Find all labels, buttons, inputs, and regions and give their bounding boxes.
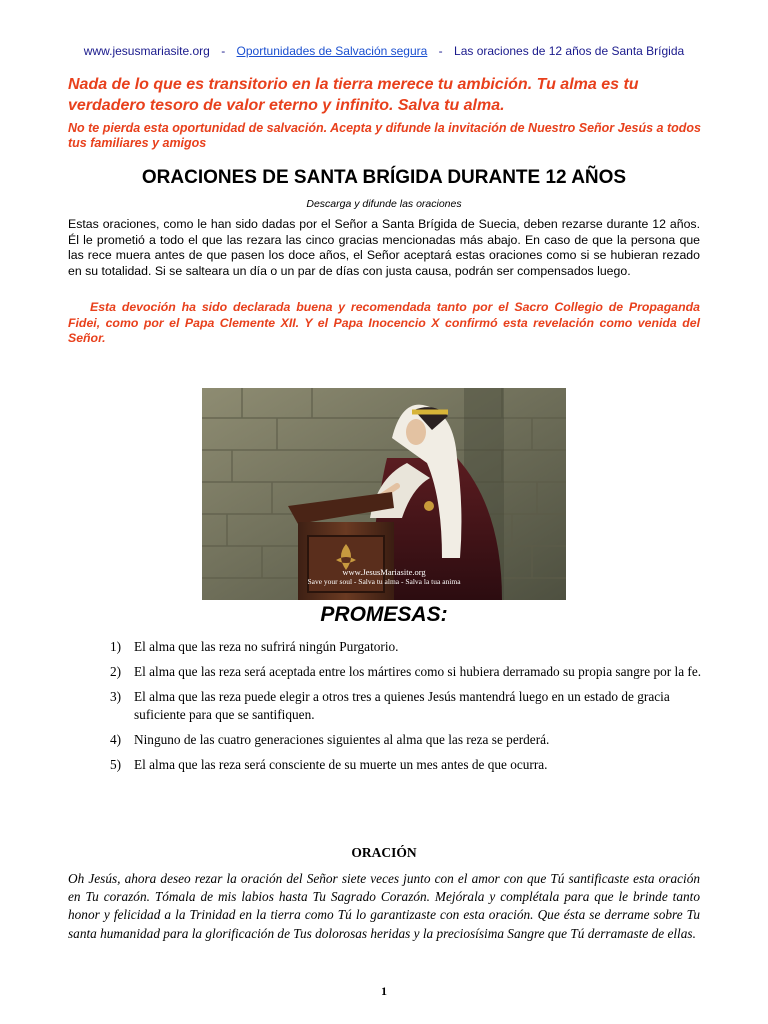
list-item (110, 638, 702, 656)
list-item-number: 4) (110, 732, 122, 747)
page-header (0, 44, 768, 58)
list-item-number: 1) (110, 639, 122, 654)
list-item (110, 688, 702, 724)
header-page-title: Las oraciones de 12 años de Santa Brígida (454, 44, 685, 58)
promesas-list (110, 638, 702, 781)
list-item (110, 663, 702, 681)
watermark-caption: Save your soul - Salva tu alma - Salva la tua anima (307, 577, 461, 586)
salvation-link[interactable]: Oportunidades de Salvación segura (236, 44, 428, 58)
watermark-site: www.JesusMariasite.org (342, 567, 426, 577)
intro-paragraph: Estas oraciones, como le han sido dadas por el Señor a Santa Brígida de Suecia, deben rezarse durante 12 años. Él le prometió a todo el que las rezara las cinco gracias mencionadas más abajo. En caso de que la persona que las rece muera antes de que pasen los doce años, el Señor aceptará estas oraciones como si se hubieran rezado en su totalidad. Si se salteara un día o un par de días con justa causa, podrán ser compensados luego. (68, 217, 700, 278)
site-name[interactable]: www.jesusmariasite.org (83, 44, 210, 58)
list-item-number: 2) (110, 664, 122, 679)
page-title: ORACIONES DE SANTA BRÍGIDA DURANTE 12 AÑOS (141, 167, 627, 188)
banner-subline: No te pierda esta oportunidad de salvación. Acepta y difunde la invitación de Nuestro Señor Jesús a todos tus familiares y amigos (68, 121, 702, 150)
list-item (110, 731, 702, 749)
list-item-number: 3) (110, 689, 122, 704)
list-item-number: 5) (110, 757, 122, 772)
oracion-heading: ORACIÓN (351, 845, 417, 860)
page-number: 1 (381, 984, 387, 998)
list-item (110, 756, 702, 774)
saint-brigid-image (202, 388, 566, 600)
oracion-text: Oh Jesús, ahora deseo rezar la oración del Señor siete veces junto con el amor con que Tú santificaste esta oración en Tu corazón. Tómala de mis labios hasta Tu Sagrado Corazón. Mejórala y complétala para que le brinde tanto honor y felicidad a la Trinidad en la tierra como Tú lo garantizaste con esta oración. Que ésta se derrame sobre Tu santa humanidad para la glorificación de Tus dolorosas heridas y la preciosísima Sangre que Tú derramaste de ellas. (68, 871, 700, 941)
promesas-heading: PROMESAS: (320, 603, 448, 626)
list-item-text: Ninguno de las cuatro generaciones siguientes al alma que las reza se perderá. (134, 732, 550, 747)
header-separator: - (438, 44, 443, 58)
list-item-text: El alma que las reza puede elegir a otros tres a quienes Jesús mantendrá luego en un estado de gracia suficiente para que se santifiquen. (134, 689, 670, 722)
header-separator: - (221, 44, 226, 58)
list-item-text: El alma que las reza será consciente de su muerte un mes antes de que ocurra. (134, 757, 548, 772)
banner-headline: Nada de lo que es transitorio en la tierra merece tu ambición. Tu alma es tu verdadero tesoro de valor eterno y infinito. Salva tu alma. (68, 76, 639, 114)
download-note: Descarga y difunde las oraciones (306, 198, 462, 210)
devotion-paragraph: Esta devoción ha sido declarada buena y recomendada tanto por el Sacro Collegio de Propaganda Fidei, como por el Papa Clemente XII. Y el Papa Inocencio X confirmó esta revelación como venida del Señor. (68, 300, 700, 345)
list-item-text: El alma que las reza será aceptada entre los mártires como si hubiera derramado su propia sangre por la fe. (134, 664, 702, 679)
list-item-text: El alma que las reza no sufrirá ningún Purgatorio. (134, 639, 399, 654)
